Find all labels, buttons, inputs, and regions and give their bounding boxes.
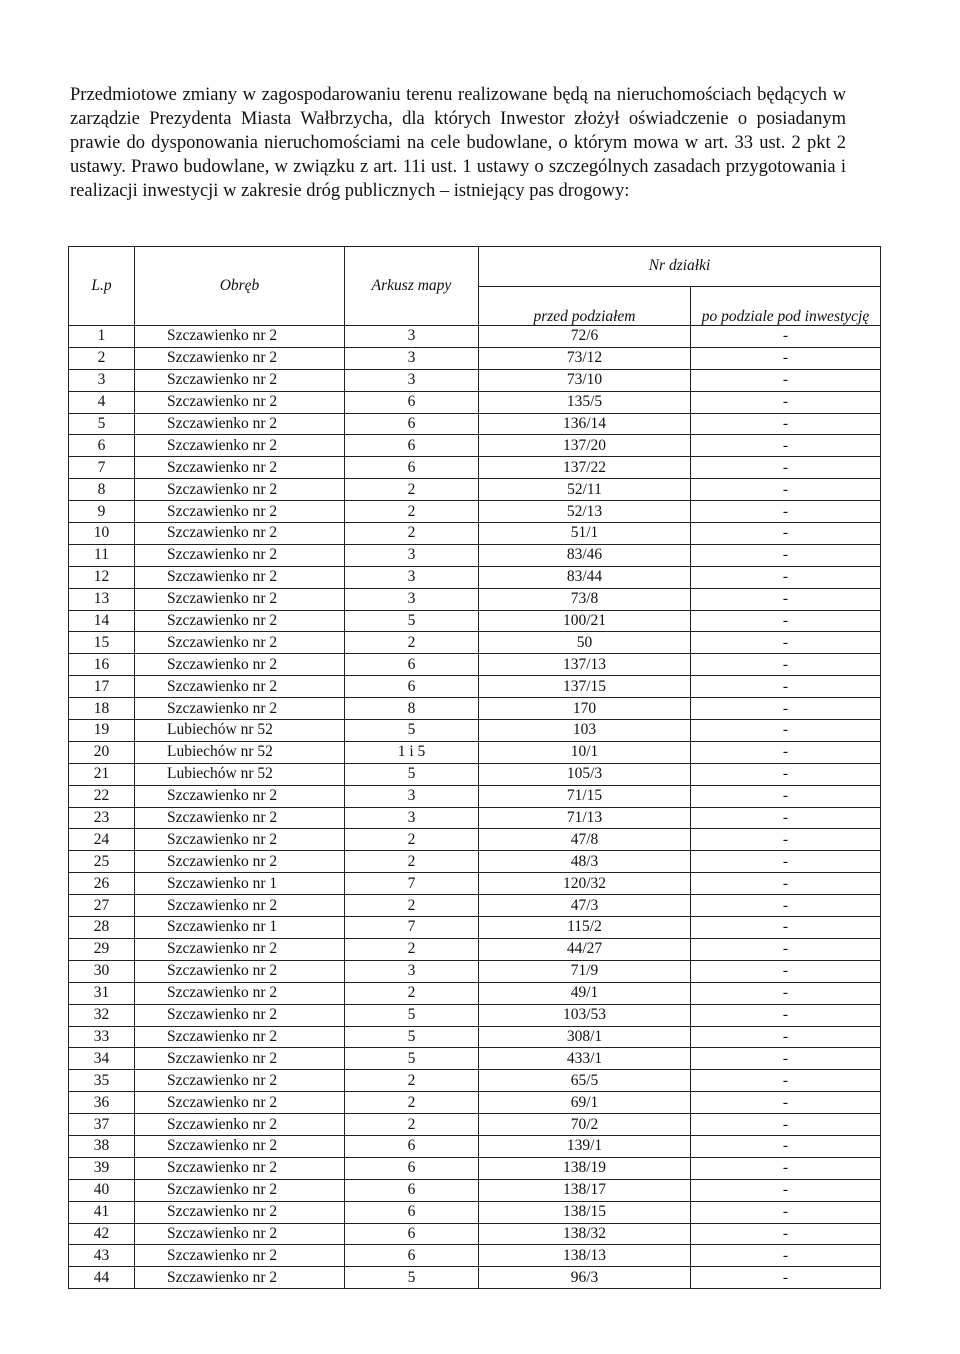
cell-po: -: [691, 895, 881, 917]
cell-po: -: [691, 610, 881, 632]
cell-po: -: [691, 829, 881, 851]
cell-po: -: [691, 457, 881, 479]
header-po: po podziale pod inwestycję: [691, 286, 881, 326]
cell-przed: 52/11: [479, 479, 691, 501]
cell-przed: 138/32: [479, 1223, 691, 1245]
table-row: [69, 457, 881, 479]
cell-lp: 41: [69, 1201, 135, 1223]
cell-arkusz: 6: [345, 1201, 479, 1223]
table-row: [69, 785, 881, 807]
cell-przed: 69/1: [479, 1092, 691, 1114]
table-row: [69, 895, 881, 917]
cell-obreb: Szczawienko nr 2: [135, 413, 345, 435]
cell-po: -: [691, 1223, 881, 1245]
cell-po: -: [691, 741, 881, 763]
cell-przed: 137/20: [479, 435, 691, 457]
cell-arkusz: 1 i 5: [345, 741, 479, 763]
table-row: [69, 610, 881, 632]
cell-po: -: [691, 1245, 881, 1267]
cell-po: -: [691, 1070, 881, 1092]
cell-lp: 11: [69, 544, 135, 566]
cell-przed: 136/14: [479, 413, 691, 435]
table-row: [69, 566, 881, 588]
cell-arkusz: 5: [345, 763, 479, 785]
cell-lp: 44: [69, 1267, 135, 1289]
table-row: [69, 544, 881, 566]
table-row: [69, 632, 881, 654]
cell-obreb: Szczawienko nr 2: [135, 676, 345, 698]
cell-obreb: Lubiechów nr 52: [135, 763, 345, 785]
cell-lp: 12: [69, 566, 135, 588]
cell-lp: 34: [69, 1048, 135, 1070]
cell-arkusz: 6: [345, 1179, 479, 1201]
cell-lp: 25: [69, 851, 135, 873]
cell-obreb: Szczawienko nr 2: [135, 326, 345, 348]
intro-paragraph: Przedmiotowe zmiany w zagospodarowaniu terenu realizowane będą na nieruchomościach będących w zarządzie Prezydenta Miasta Wałbrzycha, dla których Inwestor złożył oświadczenie o posiadanym prawie do dysponowania nieruchomościami na cele budowlane, o którym mowa w art. 33 ust. 2 pkt 2 ustawy. Prawo budowlane, w związku z art. 11i ust. 1 ustawy o szczególnych zasadach przygotowania i realizacji inwestycji w zakresie dróg publicznych – istniejący pas drogowy:: [70, 84, 846, 201]
table-row: [69, 1179, 881, 1201]
table-row: [69, 1245, 881, 1267]
cell-arkusz: 2: [345, 851, 479, 873]
table-row: [69, 369, 881, 391]
cell-przed: 73/12: [479, 347, 691, 369]
cell-obreb: Szczawienko nr 2: [135, 1026, 345, 1048]
cell-po: -: [691, 1114, 881, 1136]
cell-po: -: [691, 523, 881, 545]
cell-arkusz: 3: [345, 807, 479, 829]
cell-lp: 18: [69, 698, 135, 720]
table-row: [69, 1004, 881, 1026]
cell-obreb: Szczawienko nr 2: [135, 347, 345, 369]
cell-przed: 433/1: [479, 1048, 691, 1070]
header-przed: przed podziałem: [479, 286, 691, 326]
table-row: [69, 829, 881, 851]
cell-obreb: Szczawienko nr 2: [135, 938, 345, 960]
cell-obreb: Szczawienko nr 2: [135, 895, 345, 917]
cell-przed: 72/6: [479, 326, 691, 348]
cell-obreb: Szczawienko nr 2: [135, 1157, 345, 1179]
cell-arkusz: 2: [345, 501, 479, 523]
cell-po: -: [691, 544, 881, 566]
cell-przed: 308/1: [479, 1026, 691, 1048]
cell-przed: 135/5: [479, 391, 691, 413]
cell-przed: 52/13: [479, 501, 691, 523]
cell-arkusz: 3: [345, 326, 479, 348]
table-row: [69, 698, 881, 720]
cell-lp: 30: [69, 960, 135, 982]
cell-arkusz: 2: [345, 938, 479, 960]
cell-arkusz: 3: [345, 785, 479, 807]
cell-po: -: [691, 785, 881, 807]
cell-lp: 2: [69, 347, 135, 369]
cell-przed: 83/46: [479, 544, 691, 566]
cell-po: -: [691, 1026, 881, 1048]
cell-po: -: [691, 369, 881, 391]
cell-po: -: [691, 413, 881, 435]
cell-po: -: [691, 1267, 881, 1289]
table-row: [69, 851, 881, 873]
cell-lp: 1: [69, 326, 135, 348]
table-row: [69, 588, 881, 610]
cell-przed: 100/21: [479, 610, 691, 632]
cell-lp: 14: [69, 610, 135, 632]
cell-obreb: Szczawienko nr 2: [135, 1092, 345, 1114]
cell-lp: 3: [69, 369, 135, 391]
cell-arkusz: 6: [345, 413, 479, 435]
table-row: [69, 1092, 881, 1114]
cell-arkusz: 6: [345, 1223, 479, 1245]
cell-lp: 21: [69, 763, 135, 785]
cell-przed: 115/2: [479, 917, 691, 939]
cell-obreb: Szczawienko nr 2: [135, 1070, 345, 1092]
cell-obreb: Szczawienko nr 1: [135, 873, 345, 895]
cell-arkusz: 8: [345, 698, 479, 720]
table-row: [69, 1157, 881, 1179]
cell-obreb: Szczawienko nr 2: [135, 1179, 345, 1201]
table-row: [69, 938, 881, 960]
cell-obreb: Szczawienko nr 2: [135, 851, 345, 873]
cell-po: -: [691, 960, 881, 982]
cell-obreb: Szczawienko nr 2: [135, 982, 345, 1004]
table-row: [69, 1026, 881, 1048]
table-row: [69, 873, 881, 895]
cell-po: -: [691, 588, 881, 610]
cell-lp: 36: [69, 1092, 135, 1114]
cell-arkusz: 2: [345, 829, 479, 851]
cell-po: -: [691, 917, 881, 939]
cell-arkusz: 6: [345, 676, 479, 698]
cell-po: -: [691, 851, 881, 873]
cell-obreb: Szczawienko nr 2: [135, 829, 345, 851]
table-body: [69, 326, 881, 1289]
table-row: [69, 1070, 881, 1092]
cell-po: -: [691, 566, 881, 588]
cell-przed: 105/3: [479, 763, 691, 785]
cell-arkusz: 2: [345, 523, 479, 545]
cell-lp: 13: [69, 588, 135, 610]
header-lp: L.p: [69, 247, 135, 326]
cell-obreb: Szczawienko nr 2: [135, 435, 345, 457]
cell-arkusz: 2: [345, 895, 479, 917]
cell-lp: 32: [69, 1004, 135, 1026]
cell-lp: 16: [69, 654, 135, 676]
table-row: [69, 326, 881, 348]
cell-przed: 47/8: [479, 829, 691, 851]
table-row: [69, 917, 881, 939]
cell-lp: 26: [69, 873, 135, 895]
cell-przed: 96/3: [479, 1267, 691, 1289]
cell-obreb: Szczawienko nr 2: [135, 807, 345, 829]
cell-arkusz: 6: [345, 457, 479, 479]
table-row: [69, 1267, 881, 1289]
cell-po: -: [691, 391, 881, 413]
cell-przed: 138/19: [479, 1157, 691, 1179]
cell-arkusz: 3: [345, 347, 479, 369]
cell-arkusz: 5: [345, 1026, 479, 1048]
cell-lp: 19: [69, 720, 135, 742]
cell-arkusz: 2: [345, 982, 479, 1004]
cell-przed: 137/13: [479, 654, 691, 676]
table-row: [69, 391, 881, 413]
cell-po: -: [691, 1048, 881, 1070]
cell-obreb: Szczawienko nr 2: [135, 1201, 345, 1223]
cell-arkusz: 5: [345, 610, 479, 632]
cell-lp: 33: [69, 1026, 135, 1048]
table-row: [69, 501, 881, 523]
cell-arkusz: 5: [345, 1004, 479, 1026]
cell-obreb: Szczawienko nr 2: [135, 1114, 345, 1136]
cell-po: -: [691, 1201, 881, 1223]
cell-po: -: [691, 676, 881, 698]
table-row: [69, 479, 881, 501]
cell-po: -: [691, 347, 881, 369]
cell-obreb: Szczawienko nr 2: [135, 457, 345, 479]
cell-arkusz: 6: [345, 654, 479, 676]
cell-obreb: Szczawienko nr 2: [135, 960, 345, 982]
cell-arkusz: 6: [345, 1245, 479, 1267]
table-row: [69, 982, 881, 1004]
cell-przed: 51/1: [479, 523, 691, 545]
table-row: [69, 720, 881, 742]
cell-przed: 138/15: [479, 1201, 691, 1223]
cell-obreb: Szczawienko nr 2: [135, 1245, 345, 1267]
cell-arkusz: 7: [345, 873, 479, 895]
cell-lp: 6: [69, 435, 135, 457]
table-row: [69, 523, 881, 545]
cell-przed: 103: [479, 720, 691, 742]
cell-lp: 38: [69, 1135, 135, 1157]
table-row: [69, 1135, 881, 1157]
cell-lp: 9: [69, 501, 135, 523]
cell-obreb: Szczawienko nr 2: [135, 1135, 345, 1157]
cell-arkusz: 3: [345, 588, 479, 610]
cell-lp: 35: [69, 1070, 135, 1092]
table-row: [69, 1048, 881, 1070]
cell-przed: 47/3: [479, 895, 691, 917]
cell-arkusz: 2: [345, 479, 479, 501]
cell-arkusz: 6: [345, 391, 479, 413]
cell-arkusz: 5: [345, 1267, 479, 1289]
cell-po: -: [691, 1157, 881, 1179]
table-row: [69, 1223, 881, 1245]
cell-lp: 4: [69, 391, 135, 413]
parcel-table: [68, 246, 881, 1289]
cell-obreb: Szczawienko nr 2: [135, 632, 345, 654]
table-row: [69, 413, 881, 435]
cell-lp: 29: [69, 938, 135, 960]
cell-obreb: Szczawienko nr 2: [135, 785, 345, 807]
cell-przed: 103/53: [479, 1004, 691, 1026]
cell-lp: 8: [69, 479, 135, 501]
cell-lp: 22: [69, 785, 135, 807]
cell-arkusz: 5: [345, 720, 479, 742]
cell-arkusz: 3: [345, 369, 479, 391]
cell-obreb: Szczawienko nr 2: [135, 566, 345, 588]
cell-arkusz: 5: [345, 1048, 479, 1070]
table-row: [69, 435, 881, 457]
cell-arkusz: 7: [345, 917, 479, 939]
cell-obreb: Szczawienko nr 2: [135, 523, 345, 545]
cell-obreb: Szczawienko nr 2: [135, 654, 345, 676]
cell-po: -: [691, 763, 881, 785]
cell-arkusz: 2: [345, 1114, 479, 1136]
cell-przed: 137/22: [479, 457, 691, 479]
cell-arkusz: 2: [345, 632, 479, 654]
cell-po: -: [691, 1092, 881, 1114]
header-arkusz: Arkusz mapy: [345, 247, 479, 326]
cell-obreb: Szczawienko nr 2: [135, 1004, 345, 1026]
cell-po: -: [691, 1004, 881, 1026]
cell-przed: 138/13: [479, 1245, 691, 1267]
table-row: [69, 763, 881, 785]
cell-po: -: [691, 632, 881, 654]
cell-przed: 71/9: [479, 960, 691, 982]
table-row: [69, 676, 881, 698]
cell-po: -: [691, 501, 881, 523]
header-nr-dzialki: Nr działki: [479, 247, 881, 287]
cell-obreb: Lubiechów nr 52: [135, 741, 345, 763]
table-row: [69, 960, 881, 982]
cell-po: -: [691, 720, 881, 742]
cell-przed: 50: [479, 632, 691, 654]
cell-arkusz: 6: [345, 435, 479, 457]
cell-obreb: Szczawienko nr 2: [135, 1223, 345, 1245]
cell-lp: 20: [69, 741, 135, 763]
cell-po: -: [691, 654, 881, 676]
cell-obreb: Szczawienko nr 2: [135, 391, 345, 413]
cell-przed: 170: [479, 698, 691, 720]
cell-lp: 5: [69, 413, 135, 435]
cell-arkusz: 3: [345, 566, 479, 588]
cell-obreb: Szczawienko nr 2: [135, 1048, 345, 1070]
cell-arkusz: 6: [345, 1157, 479, 1179]
cell-przed: 139/1: [479, 1135, 691, 1157]
cell-lp: 17: [69, 676, 135, 698]
table-row: [69, 1114, 881, 1136]
cell-lp: 37: [69, 1114, 135, 1136]
cell-przed: 49/1: [479, 982, 691, 1004]
table-row: [69, 807, 881, 829]
cell-arkusz: 2: [345, 1070, 479, 1092]
cell-lp: 23: [69, 807, 135, 829]
cell-po: -: [691, 938, 881, 960]
cell-obreb: Szczawienko nr 2: [135, 588, 345, 610]
cell-arkusz: 6: [345, 1135, 479, 1157]
cell-lp: 10: [69, 523, 135, 545]
cell-po: -: [691, 1179, 881, 1201]
cell-obreb: Szczawienko nr 2: [135, 1267, 345, 1289]
cell-lp: 28: [69, 917, 135, 939]
cell-lp: 42: [69, 1223, 135, 1245]
cell-lp: 24: [69, 829, 135, 851]
cell-po: -: [691, 479, 881, 501]
cell-lp: 40: [69, 1179, 135, 1201]
cell-obreb: Szczawienko nr 2: [135, 369, 345, 391]
cell-przed: 65/5: [479, 1070, 691, 1092]
table-row: [69, 347, 881, 369]
cell-po: -: [691, 326, 881, 348]
cell-obreb: Szczawienko nr 1: [135, 917, 345, 939]
cell-lp: 39: [69, 1157, 135, 1179]
cell-po: -: [691, 982, 881, 1004]
cell-po: -: [691, 698, 881, 720]
cell-obreb: Szczawienko nr 2: [135, 501, 345, 523]
cell-przed: 73/8: [479, 588, 691, 610]
cell-lp: 27: [69, 895, 135, 917]
header-obreb: Obręb: [135, 247, 345, 326]
cell-lp: 43: [69, 1245, 135, 1267]
cell-przed: 73/10: [479, 369, 691, 391]
cell-przed: 83/44: [479, 566, 691, 588]
cell-po: -: [691, 435, 881, 457]
cell-po: -: [691, 807, 881, 829]
cell-przed: 137/15: [479, 676, 691, 698]
cell-po: -: [691, 873, 881, 895]
cell-arkusz: 2: [345, 1092, 479, 1114]
cell-przed: 70/2: [479, 1114, 691, 1136]
table-row: [69, 741, 881, 763]
cell-przed: 10/1: [479, 741, 691, 763]
cell-przed: 120/32: [479, 873, 691, 895]
cell-obreb: Szczawienko nr 2: [135, 610, 345, 632]
cell-przed: 48/3: [479, 851, 691, 873]
cell-przed: 138/17: [479, 1179, 691, 1201]
cell-arkusz: 3: [345, 544, 479, 566]
cell-lp: 7: [69, 457, 135, 479]
cell-obreb: Lubiechów nr 52: [135, 720, 345, 742]
cell-przed: 71/15: [479, 785, 691, 807]
cell-po: -: [691, 1135, 881, 1157]
table-row: [69, 1201, 881, 1223]
cell-lp: 15: [69, 632, 135, 654]
cell-obreb: Szczawienko nr 2: [135, 544, 345, 566]
cell-lp: 31: [69, 982, 135, 1004]
cell-przed: 71/13: [479, 807, 691, 829]
cell-obreb: Szczawienko nr 2: [135, 698, 345, 720]
cell-przed: 44/27: [479, 938, 691, 960]
table-row: [69, 654, 881, 676]
cell-obreb: Szczawienko nr 2: [135, 479, 345, 501]
cell-arkusz: 3: [345, 960, 479, 982]
